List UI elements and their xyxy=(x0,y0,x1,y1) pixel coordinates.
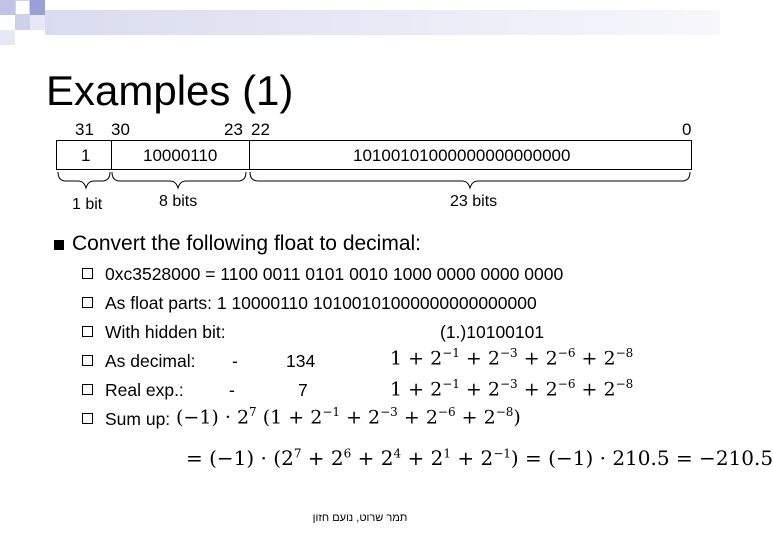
bullet-marker xyxy=(54,240,64,250)
checkbox-bullet-icon xyxy=(82,413,93,424)
bit-position-23: 23 xyxy=(224,120,243,139)
decimal-dash: - xyxy=(232,351,238,371)
mantissa-sum-formula-1: $1 + 2^{-1} + 2^{-3} + 2^{-6} + 2^{-8}$ xyxy=(390,346,634,370)
sub-bullet-float-parts: As float parts: 1 10000110 10100101000000000000000 xyxy=(82,293,537,314)
exponent-field-label: 8 bits xyxy=(159,193,198,210)
result-formula: = $(-1) \cdot (2^7 + 2^6 + 2^4 + 2^1 + 2^{-1}) = (-1) \cdot 210.5 = -210.5$ xyxy=(186,446,773,470)
field-braces xyxy=(0,170,720,190)
bit-position-0: 0 xyxy=(682,120,692,139)
checkbox-bullet-icon xyxy=(82,297,93,308)
sub-bullet-hidden-bit: With hidden bit: xyxy=(82,322,226,343)
mantissa-sum-formula-2: $1 + 2^{-1} + 2^{-3} + 2^{-6} + 2^{-8}$ xyxy=(390,377,634,401)
checkbox-bullet-icon xyxy=(82,355,93,366)
float-register xyxy=(56,140,692,170)
main-bullet-text: Convert the following float to decimal: xyxy=(72,232,422,255)
sign-field-label: 1 bit xyxy=(72,196,103,213)
exponent-value: 10000110 xyxy=(143,146,218,165)
bit-position-31: 31 xyxy=(75,120,94,139)
hidden-bit-value: (1.)10100101 xyxy=(440,322,545,342)
checkbox-bullet-icon xyxy=(82,268,93,279)
mantissa-field-label: 23 bits xyxy=(450,193,498,210)
sub-bullet-decimal: As decimal: xyxy=(82,351,195,372)
header-decoration xyxy=(0,0,720,45)
checkbox-bullet-icon xyxy=(82,384,93,395)
bit-position-30: 30 xyxy=(111,120,130,139)
footer-credit: תמר שרוט, נועם חזון xyxy=(312,512,408,524)
mantissa-value: 10100101000000000000000 xyxy=(353,146,571,165)
sign-bit-value: 1 xyxy=(81,146,91,165)
checkbox-bullet-icon xyxy=(82,326,93,337)
real-exp-dash: - xyxy=(229,380,235,400)
sum-up-formula: $(-1) \cdot 2^7$ $(1 + 2^{-1} + 2^{-3} + 2^{-6} + 2^{-8})$ xyxy=(176,405,521,429)
slide-title: Examples (1) xyxy=(46,67,294,114)
real-exp-value: 7 xyxy=(298,380,308,400)
decimal-exponent-value: 134 xyxy=(286,351,316,371)
sub-bullet-sum-up: Sum up: xyxy=(82,409,170,430)
bit-position-22: 22 xyxy=(251,120,270,139)
sub-bullet-real-exp: Real exp.: xyxy=(82,380,184,401)
sub-bullet-hex: 0xc3528000 = 1100 0011 0101 0010 1000 0000 0000 0000 xyxy=(82,264,563,285)
